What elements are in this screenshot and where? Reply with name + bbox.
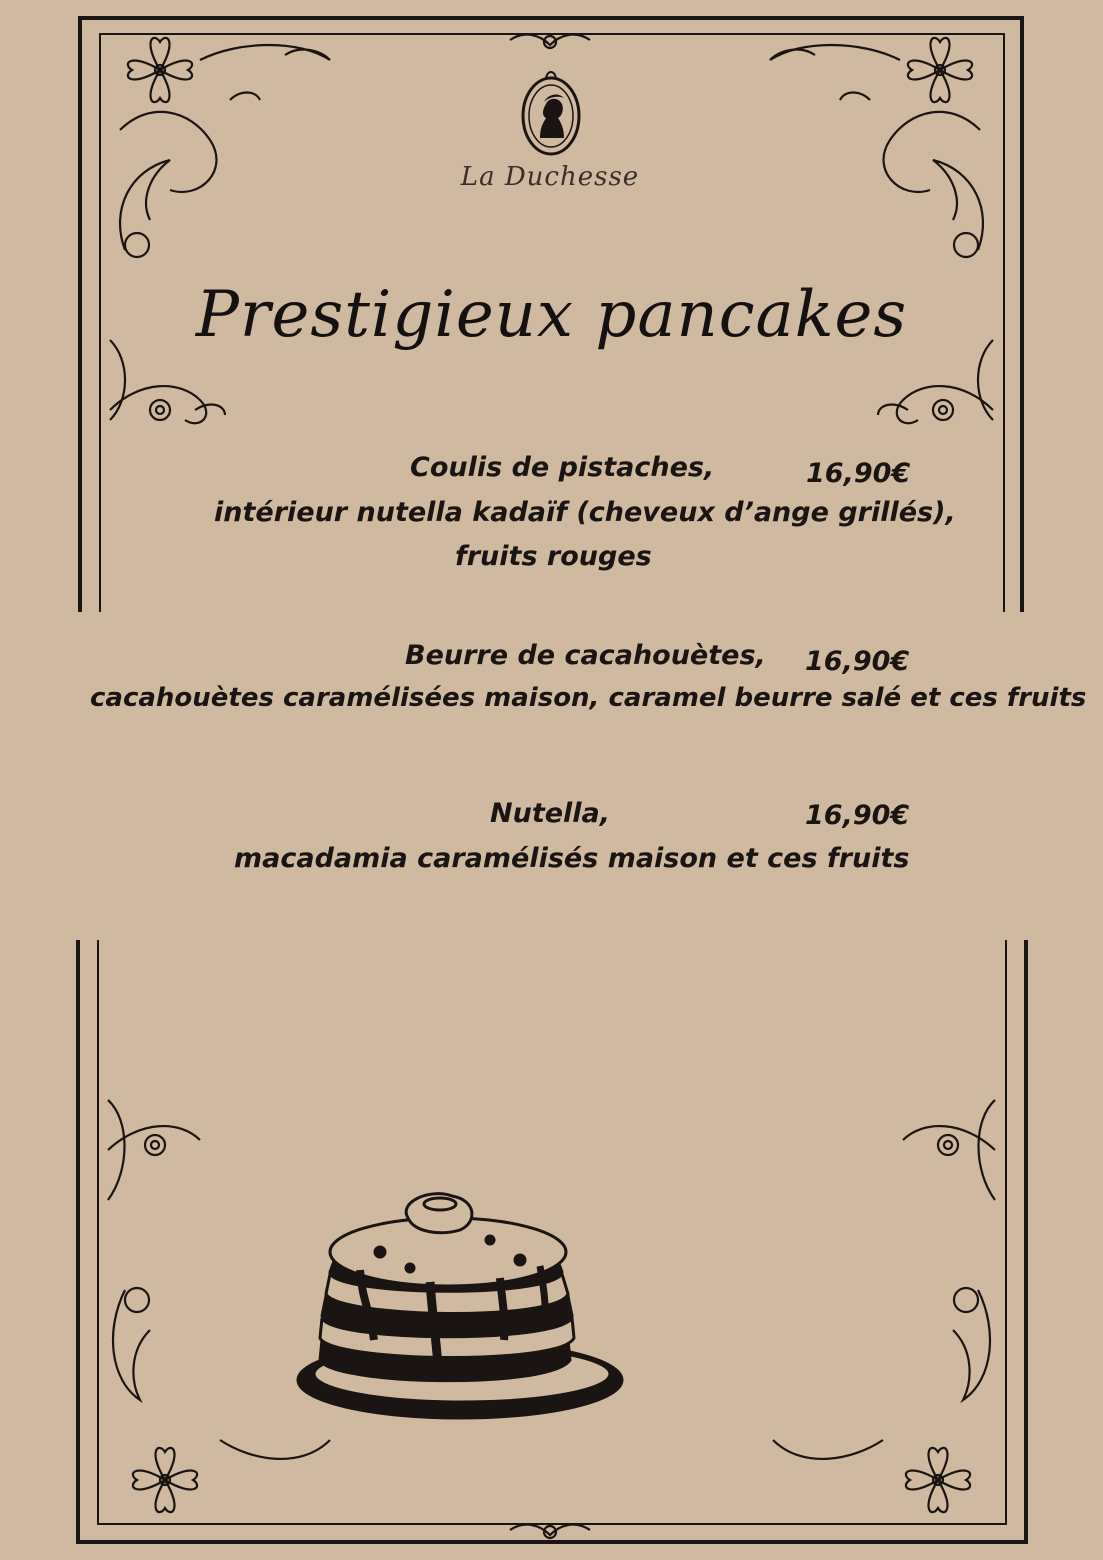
page-title: Prestigieux pancakes [195, 278, 908, 352]
pancake-stack-icon [290, 1190, 630, 1430]
menu-item-price: 16,90€ [805, 800, 910, 831]
menu-item-name: Nutella, [490, 798, 611, 829]
menu-item-description: intérieur nutella kadaïf (cheveux d’ange grillés), [214, 497, 956, 528]
brand-name: La Duchesse [460, 162, 640, 192]
menu-item-description: macadamia caramélisés maison et ces fruits [234, 843, 910, 874]
menu-item-description: fruits rouges [455, 541, 652, 572]
menu-item-price: 16,90€ [805, 646, 910, 677]
cameo-silhouette-icon [518, 68, 584, 160]
menu-item-price: 16,90€ [806, 458, 911, 489]
menu-item-name: Beurre de cacahouètes, [405, 640, 766, 671]
menu-item-description: cacahouètes caramélisées maison, caramel beurre salé et ces fruits [90, 683, 1087, 713]
menu-item-name: Coulis de pistaches, [410, 452, 715, 483]
